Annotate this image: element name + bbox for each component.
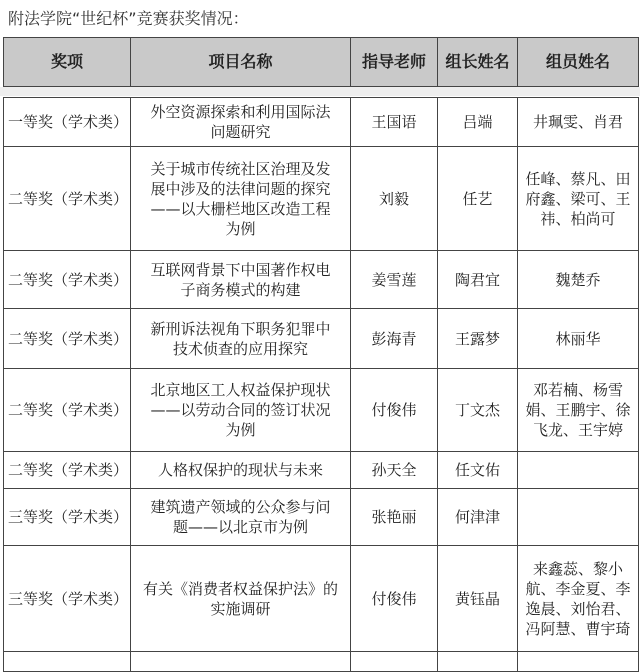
page-title: 附法学院“世纪杯”竞赛获奖情况： [8, 9, 249, 28]
cell-leader: 王露梦 [438, 309, 518, 369]
header-project: 项目名称 [131, 38, 351, 87]
table-row [4, 652, 639, 672]
cell-project: 有关《消费者权益保护法》的 实施调研 [131, 546, 351, 652]
table-row [4, 98, 639, 147]
cell-advisor: 彭海青 [351, 309, 438, 369]
table-row [4, 489, 639, 546]
cell-project: 建筑遗产领域的公众参与问 题——以北京市为例 [131, 489, 351, 546]
separator [0, 87, 640, 96]
cell-advisor: 王国语 [351, 98, 438, 147]
cell-advisor: 孙天全 [351, 452, 438, 489]
table-row [4, 452, 639, 489]
cell-empty [131, 652, 351, 672]
cell-award: 三等奖（学术类） [4, 489, 131, 546]
cell-leader: 陶君宜 [438, 251, 518, 309]
cell-advisor: 付俊伟 [351, 546, 438, 652]
cell-leader: 任艺 [438, 147, 518, 251]
cell-leader: 任文佑 [438, 452, 518, 489]
cell-advisor: 刘毅 [351, 147, 438, 251]
cell-leader: 何津津 [438, 489, 518, 546]
cell-advisor: 姜雪莲 [351, 251, 438, 309]
cell-empty [4, 652, 131, 672]
cell-award: 二等奖（学术类） [4, 147, 131, 251]
cell-project: 关于城市传统社区治理及发 展中涉及的法律问题的探究 ——以大栅栏地区改造工程 为例 [131, 147, 351, 251]
cell-award: 一等奖（学术类） [4, 98, 131, 147]
cell-empty [518, 652, 639, 672]
table-row [4, 369, 639, 452]
cell-leader: 黄钰晶 [438, 546, 518, 652]
cell-award: 三等奖（学术类） [4, 546, 131, 652]
cell-award: 二等奖（学术类） [4, 452, 131, 489]
header-leader: 组长姓名 [438, 38, 518, 87]
cell-project: 人格权保护的现状与未来 [131, 452, 351, 489]
table-row [4, 546, 639, 652]
cell-award: 二等奖（学术类） [4, 369, 131, 452]
cell-leader: 吕端 [438, 98, 518, 147]
cell-members: 来鑫蕊、黎小 航、李金夏、李 逸晨、刘怡君、 冯阿慧、曹宇琦 [518, 546, 639, 652]
table-row [4, 251, 639, 309]
cell-leader: 丁文杰 [438, 369, 518, 452]
cell-members: 邓若楠、杨雪 娟、王鹏宇、徐 飞龙、王宇婷 [518, 369, 639, 452]
header-award: 奖项 [4, 38, 131, 87]
cell-award: 二等奖（学术类） [4, 309, 131, 369]
cell-project: 互联网背景下中国著作权电 子商务模式的构建 [131, 251, 351, 309]
table-row [4, 147, 639, 251]
table-header [3, 37, 639, 87]
header-row [4, 38, 639, 87]
header-members: 组员姓名 [518, 38, 639, 87]
cell-members: 林丽华 [518, 309, 639, 369]
cell-members: 魏楚乔 [518, 251, 639, 309]
cell-members [518, 452, 639, 489]
cell-project: 新刑诉法视角下职务犯罪中 技术侦查的应用探究 [131, 309, 351, 369]
cell-members: 井珮雯、肖君 [518, 98, 639, 147]
cell-award: 二等奖（学术类） [4, 251, 131, 309]
cell-empty [351, 652, 438, 672]
cell-members: 任峰、蔡凡、田 府鑫、梁可、王 祎、柏尚可 [518, 147, 639, 251]
cell-project: 北京地区工人权益保护现状 ——以劳动合同的签订状况 为例 [131, 369, 351, 452]
cell-project: 外空资源探索和利用国际法 问题研究 [131, 98, 351, 147]
awards-table [3, 97, 639, 672]
cell-advisor: 张艳丽 [351, 489, 438, 546]
cell-advisor: 付俊伟 [351, 369, 438, 452]
cell-empty [438, 652, 518, 672]
cell-members [518, 489, 639, 546]
table-row [4, 309, 639, 369]
header-advisor: 指导老师 [351, 38, 438, 87]
